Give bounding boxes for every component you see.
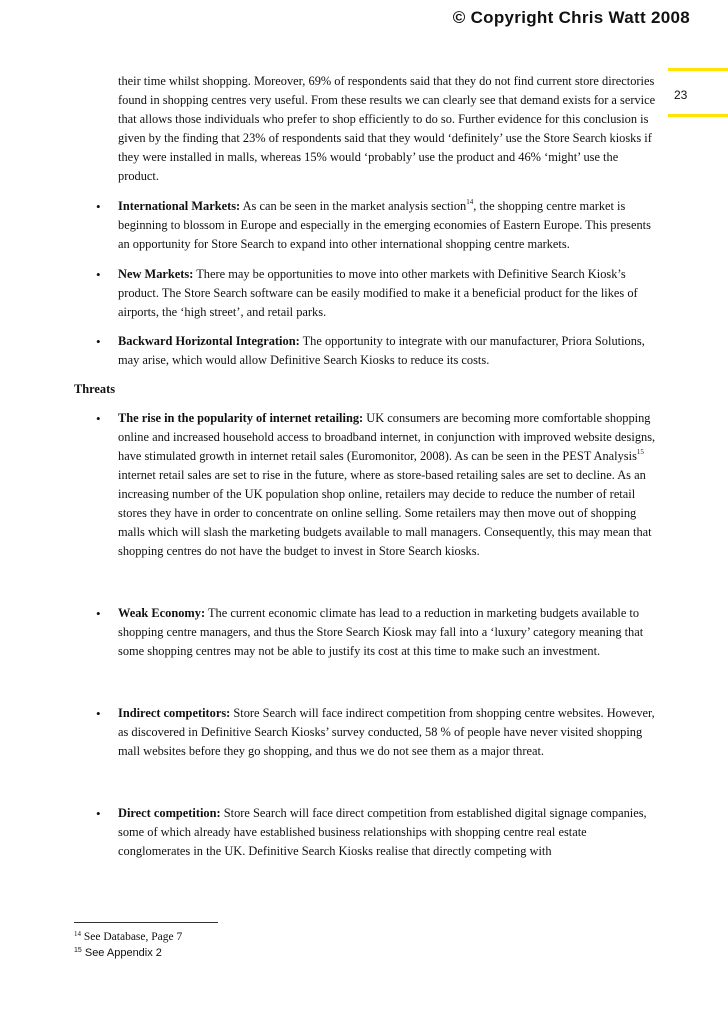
bullet-marker: • bbox=[96, 806, 101, 821]
bullet-indirect-competitors bbox=[74, 704, 656, 761]
bullet-text: There may be opportunities to move into other markets with Definitive Search Kiosk’s product. The Store Search software can be easily modified to make it a beneficial product for the likes of airports, the ‘high street’, and retail parks. bbox=[118, 267, 638, 319]
copyright-text: © Copyright Chris Watt 2008 bbox=[452, 8, 690, 27]
bullet-term: Indirect competitors: bbox=[118, 706, 231, 720]
footnote-text: See Database, Page 7 bbox=[81, 931, 183, 943]
continued-paragraph: their time whilst shopping. Moreover, 69% of respondents said that they do not find current store directories found in shopping centres very useful. From these results we can clearly see that demand exists for a service that allows those individuals who prefer to shop efficiently to do so. Further evidence for this conclusion is given by the finding that 23% of respondents said that they would ‘definitely’ use the Store Search kiosks if they were installed in malls, whereas 15% would ‘probably’ use the product and 46% ‘might’ use the product. bbox=[118, 74, 656, 183]
document-body bbox=[74, 72, 656, 861]
footnote-15 bbox=[74, 945, 374, 961]
bullet-marker: • bbox=[96, 411, 101, 426]
bullet-marker: • bbox=[96, 606, 101, 621]
footnote-ref: 15 bbox=[636, 448, 644, 456]
bullet-term: Direct competition: bbox=[118, 806, 221, 820]
bullet-text: UK consumers are becoming more comfortable shopping online and increased household access to broadband internet, in conjunction with improved website designs, have stimulated growth in internet retail sales (Euromonitor, 2008). As can be seen in the PEST Analysis bbox=[118, 411, 656, 463]
bullet-new-markets bbox=[74, 265, 656, 322]
footnotes bbox=[74, 922, 374, 961]
footnote-ref: 14 bbox=[466, 198, 474, 206]
page-number-rule-bottom bbox=[668, 114, 728, 117]
bullet-international-markets bbox=[74, 197, 656, 254]
page-number-block bbox=[668, 68, 728, 117]
bullet-marker: • bbox=[96, 267, 101, 282]
footnote-separator bbox=[74, 922, 218, 923]
bullet-direct-competition bbox=[74, 804, 656, 861]
bullet-text: Store Search will face direct competition from established digital signage companies, some of which already have established business relationships with shopping centre real estate conglomerates in the UK. Definitive Search Kiosks realise that directly competing with bbox=[118, 806, 647, 858]
bullet-backward-integration bbox=[74, 332, 656, 370]
footnote-number: 14 bbox=[74, 930, 81, 938]
bullet-marker: • bbox=[96, 706, 101, 721]
bullet-text: , the shopping centre market is beginning to blossom in Europe and especially in the emerging economies of Eastern Europe. This presents an opportunity for Store Search to expand into other international shopping centre markets. bbox=[118, 199, 651, 251]
bullet-text: As can be seen in the market analysis section bbox=[240, 199, 467, 213]
bullet-text: The opportunity to integrate with our manufacturer, Priora Solutions, may arise, which would allow Definitive Search Kiosks to reduce its costs. bbox=[118, 334, 645, 367]
threats-heading: Threats bbox=[74, 382, 116, 396]
bullet-term: International Markets: bbox=[118, 199, 241, 213]
bullet-text: internet retail sales are set to rise in the future, where as store-based retailing sales are set to decline. As an increasing number of the UK population shop online, retailers may decide to reduce the number of retail stores they have in order to concentrate on online selling. Some retailers may then move out of shopping malls which will slash the marketing budgets available to mall managers. Consequently, this may mean that shopping centres do not have the budget to invest in Store Search kiosks. bbox=[118, 468, 652, 558]
bullet-text: The current economic climate has lead to a reduction in marketing budgets available to shopping centre managers, and thus the Store Search Kiosk may fall into a ‘luxury’ category meaning that some shopping centres may not be able to justify its cost at this time to make such an investment. bbox=[118, 606, 644, 658]
bullet-weak-economy bbox=[74, 604, 656, 661]
bullet-marker: • bbox=[96, 334, 101, 349]
page-header bbox=[0, 0, 728, 42]
footnote-number: 15 bbox=[74, 947, 82, 954]
footnote-text: See Appendix 2 bbox=[81, 947, 162, 959]
footnote-14 bbox=[74, 929, 374, 945]
bullet-term: Weak Economy: bbox=[118, 606, 206, 620]
bullet-term: The rise in the popularity of internet retailing: bbox=[118, 411, 364, 425]
bullet-internet-retailing bbox=[74, 409, 656, 561]
page-number: 23 bbox=[674, 88, 688, 102]
bullet-marker: • bbox=[96, 199, 101, 214]
bullet-term: Backward Horizontal Integration: bbox=[118, 334, 300, 348]
bullet-text: Store Search will face indirect competition from shopping centre websites. However, as discovered in Definitive Search Kiosks’ survey conducted, 58 % of people have never visited shopping mall websites before they go shopping, and thus we do not see them as a major threat. bbox=[118, 706, 655, 758]
bullet-term: New Markets: bbox=[118, 267, 194, 281]
